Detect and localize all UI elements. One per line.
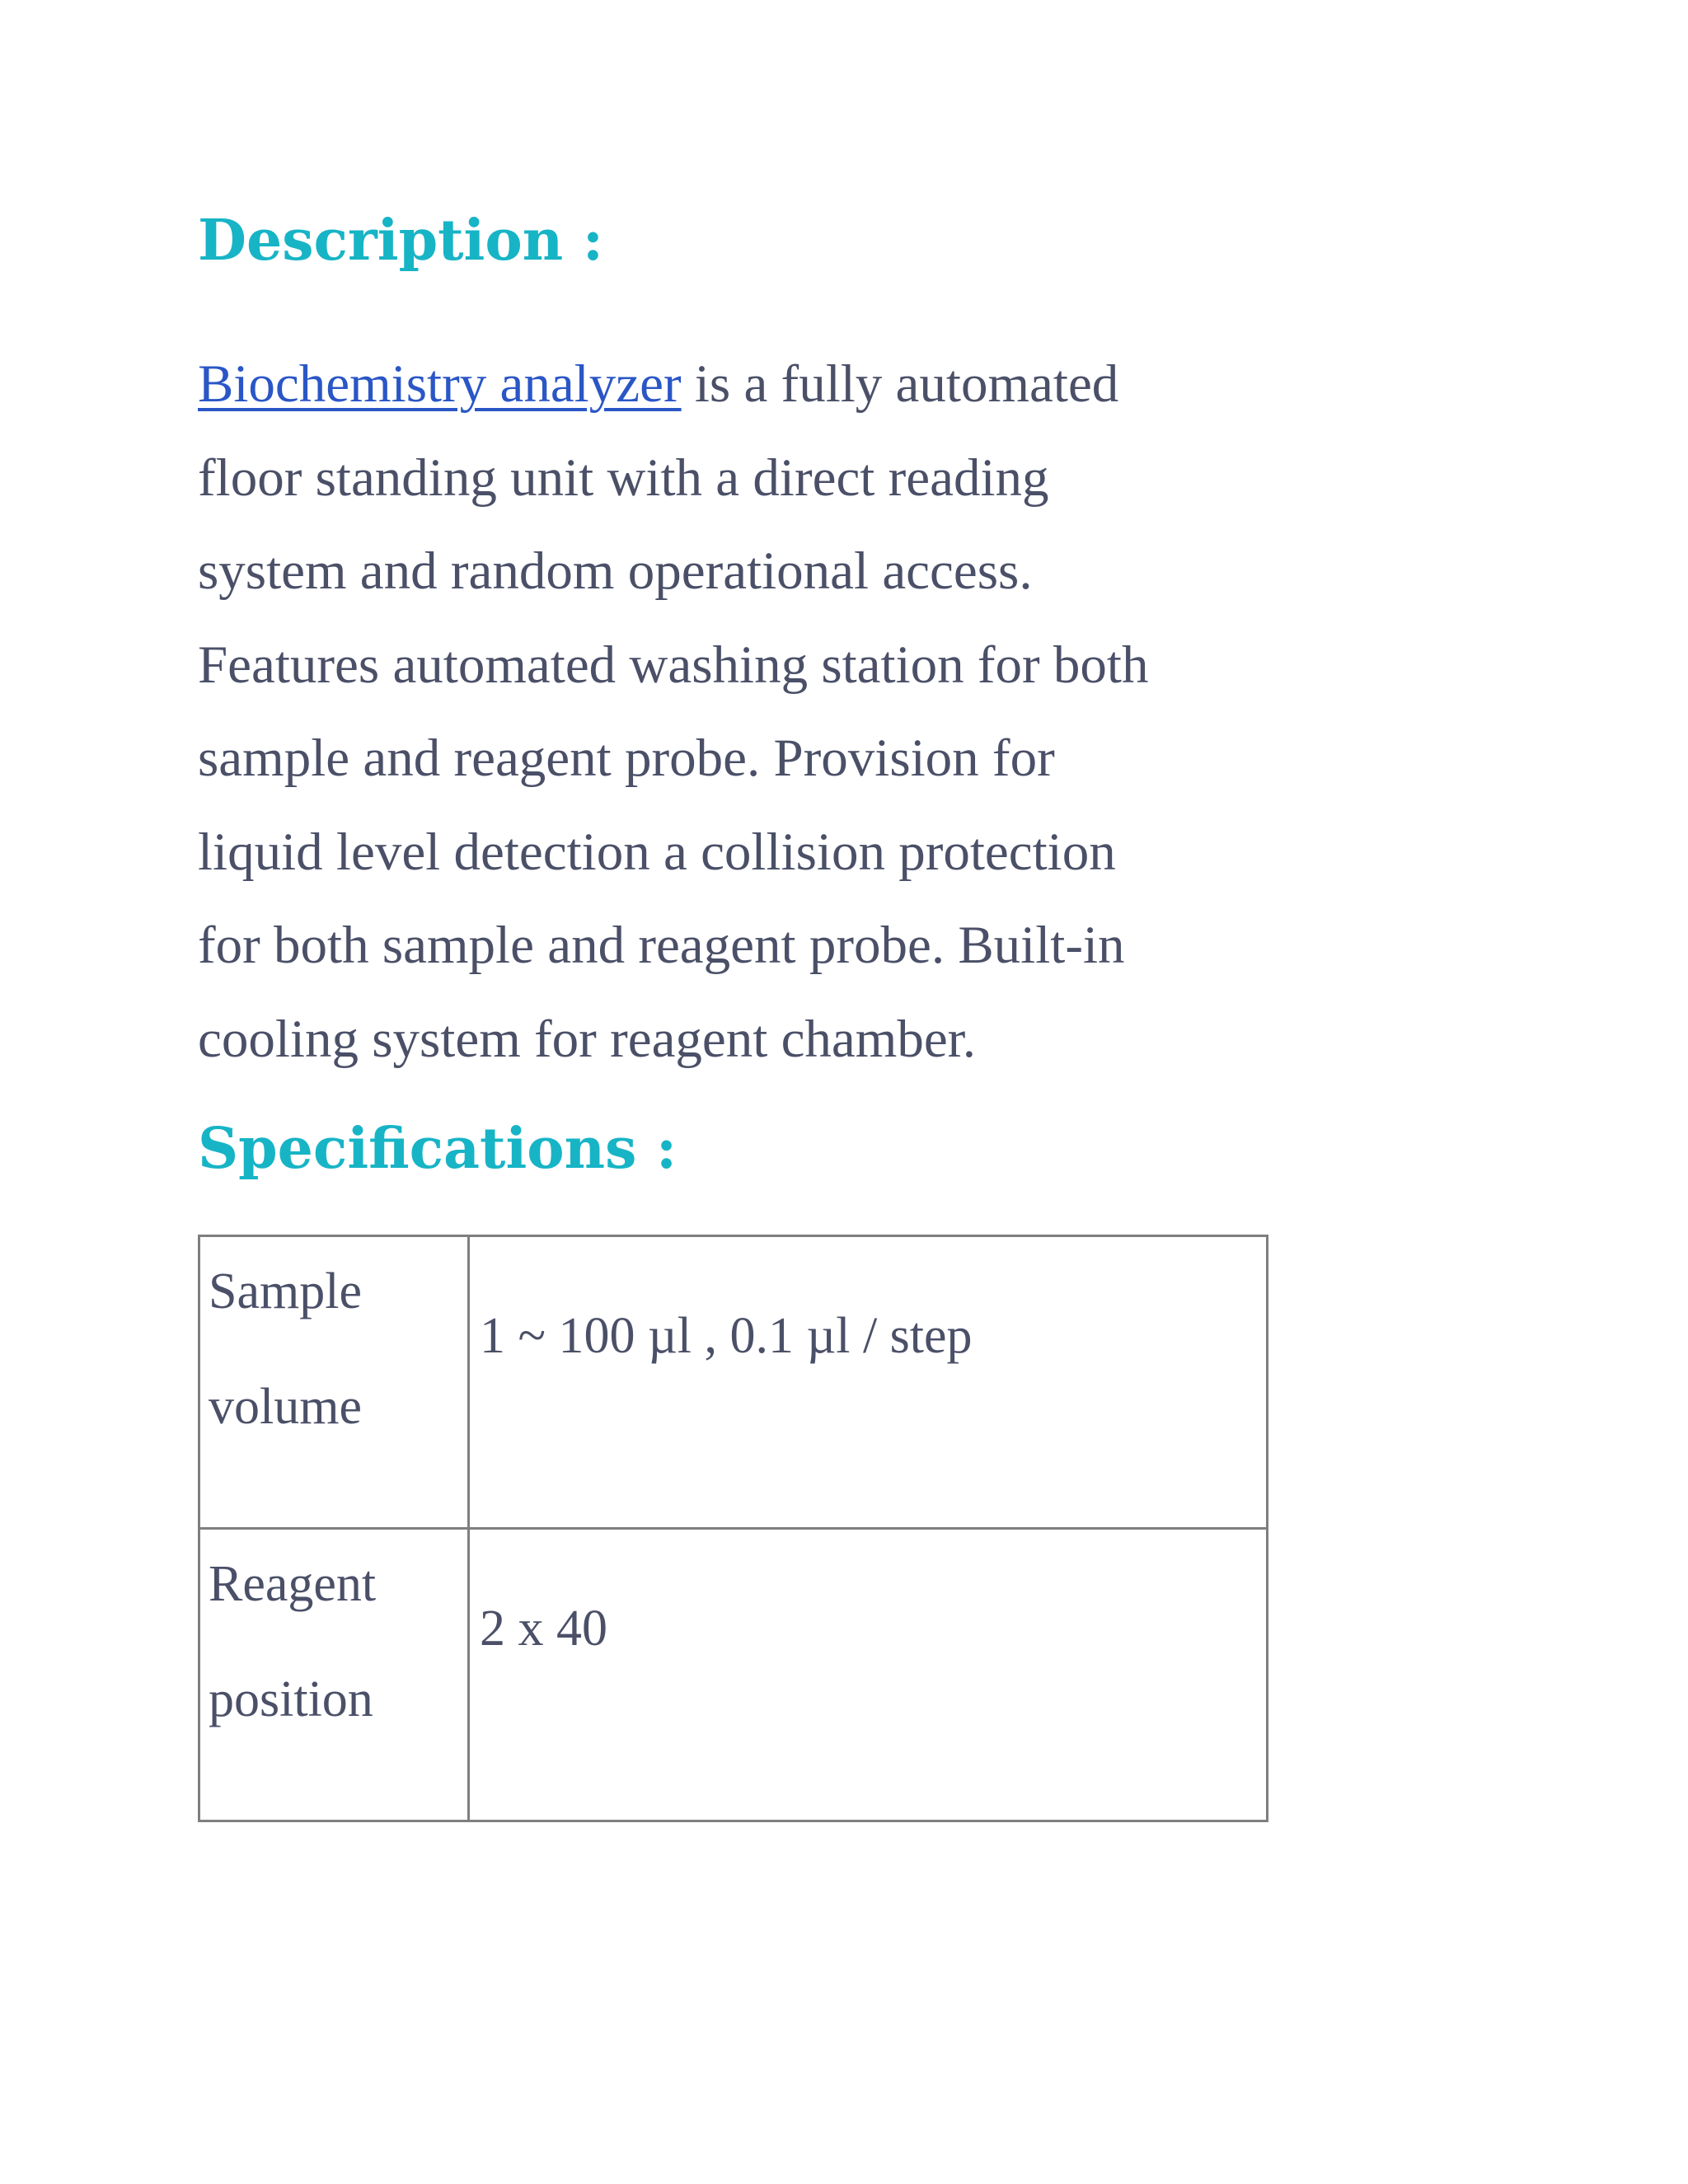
description-line-7: for both sample and reagent probe. Built-in [198, 916, 1125, 975]
specifications-heading: Specifications : [198, 1116, 678, 1182]
spec-label [200, 1513, 467, 1757]
description-line-5: sample and reagent probe. Provision for [198, 729, 1055, 788]
spec-label-cell [199, 1236, 469, 1529]
description-line-4: Features automated washing station for both [198, 635, 1149, 695]
spec-label-line-1: Sample [209, 1263, 362, 1319]
spec-label-line-2: position [209, 1671, 373, 1727]
spec-value-cell [469, 1529, 1268, 1821]
table-row [199, 1236, 1268, 1529]
spec-value: 2 x 40 [480, 1601, 607, 1657]
description-paragraph [198, 338, 1286, 1086]
spec-value-cell [469, 1236, 1268, 1529]
description-line-2: floor standing unit with a direct reading [198, 448, 1049, 508]
description-line-6: liquid level detection a collision protection [198, 822, 1116, 882]
spec-label [200, 1221, 467, 1465]
spec-label-cell [199, 1529, 469, 1821]
spec-label-line-1: Reagent [209, 1556, 377, 1612]
description-line-1 [198, 338, 1286, 432]
table-row [199, 1529, 1268, 1821]
description-line-8: cooling system for reagent chamber. [198, 1009, 976, 1069]
biochemistry-analyzer-link[interactable]: Biochemistry analyzer [198, 354, 682, 414]
spec-value: 1 ~ 100 µl , 0.1 µl / step [480, 1308, 973, 1364]
spec-label-line-2: volume [209, 1379, 362, 1435]
specifications-table [198, 1235, 1268, 1822]
description-line-1-text: is a fully automated [681, 354, 1119, 414]
description-line-3: system and random operational access. [198, 541, 1033, 601]
description-heading: Description : [198, 208, 603, 274]
